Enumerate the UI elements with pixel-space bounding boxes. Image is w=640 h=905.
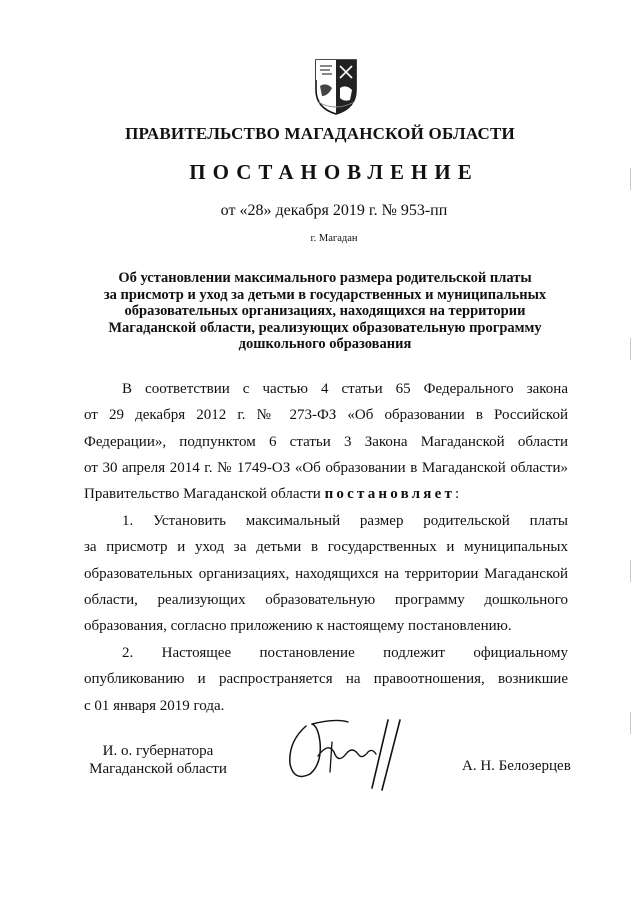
- paragraph-line: от 29 декабря 2012 г. № 273-ФЗ «Об образовании в Российской: [84, 407, 568, 424]
- paragraph-line: образовательных организациях, находящихся на территории Магаданской: [84, 565, 568, 582]
- paragraph-line: 2. Настоящее постановление подлежит официальному: [122, 645, 568, 661]
- item-2-paragraph: [84, 640, 568, 719]
- paragraph-line: от 30 апреля 2014 г. № 1749-ОЗ «Об образовании в Магаданской области»: [84, 459, 568, 476]
- government-name-text: Правительство Магаданской области: [84, 486, 321, 503]
- paragraph-line: 1. Установить максимальный размер родительской платы: [122, 513, 568, 529]
- signer-position: [78, 742, 238, 778]
- paragraph-line: области, реализующих образовательную программу дошкольного: [84, 591, 568, 608]
- subject-line: Магаданской области, реализующих образовательную программу: [108, 319, 542, 336]
- handwritten-signature: [276, 712, 412, 796]
- signer-name: А. Н. Белозерцев: [462, 758, 571, 774]
- subject-line: дошкольного образования: [238, 336, 412, 352]
- document-type-heading: ПОСТАНОВЛЕНИЕ: [189, 160, 479, 184]
- item-1-paragraph: [84, 508, 568, 639]
- government-title: ПРАВИТЕЛЬСТВО МАГАДАНСКОЙ ОБЛАСТИ: [125, 124, 515, 143]
- document-subject: [90, 270, 560, 353]
- paragraph-line: В соответствии с частью 4 статьи 65 Федерального закона: [122, 381, 568, 397]
- scan-margin-mark: [630, 338, 635, 360]
- paragraph-line: образования, согласно приложению к настоящему постановлению.: [84, 618, 512, 635]
- signer-position-line: И. о. губернатора: [102, 743, 214, 759]
- decree-word: постановляет: [324, 486, 456, 503]
- paragraph-line: опубликованию и распространяется на правоотношения, возникшие: [84, 671, 568, 688]
- paragraph-line: за присмотр и уход за детьми в государственных и муниципальных: [84, 539, 568, 556]
- paragraph-line: Федерации», подпунктом 6 статьи 3 Закона Магаданской области: [84, 433, 568, 450]
- signer-position-line: Магаданской области: [89, 761, 227, 777]
- preamble-paragraph: [84, 376, 568, 507]
- scan-margin-mark: [630, 560, 635, 582]
- document-city: г. Магадан: [310, 233, 358, 244]
- paragraph-line: с 01 января 2019 года.: [84, 697, 225, 714]
- subject-line: за присмотр и уход за детьми в государственных и муниципальных: [103, 286, 547, 303]
- document-date-number: от «28» декабря 2019 г. № 953-пп: [220, 202, 448, 219]
- scan-margin-mark: [630, 712, 635, 734]
- subject-line: образовательных организациях, находящихся на территории: [124, 303, 526, 319]
- scan-margin-mark: [630, 168, 635, 190]
- colon-text: :: [455, 486, 460, 503]
- subject-line: Об установлении максимального размера родительской платы: [118, 270, 532, 286]
- paragraph-line: [84, 481, 568, 507]
- coat-of-arms-emblem: [312, 56, 360, 116]
